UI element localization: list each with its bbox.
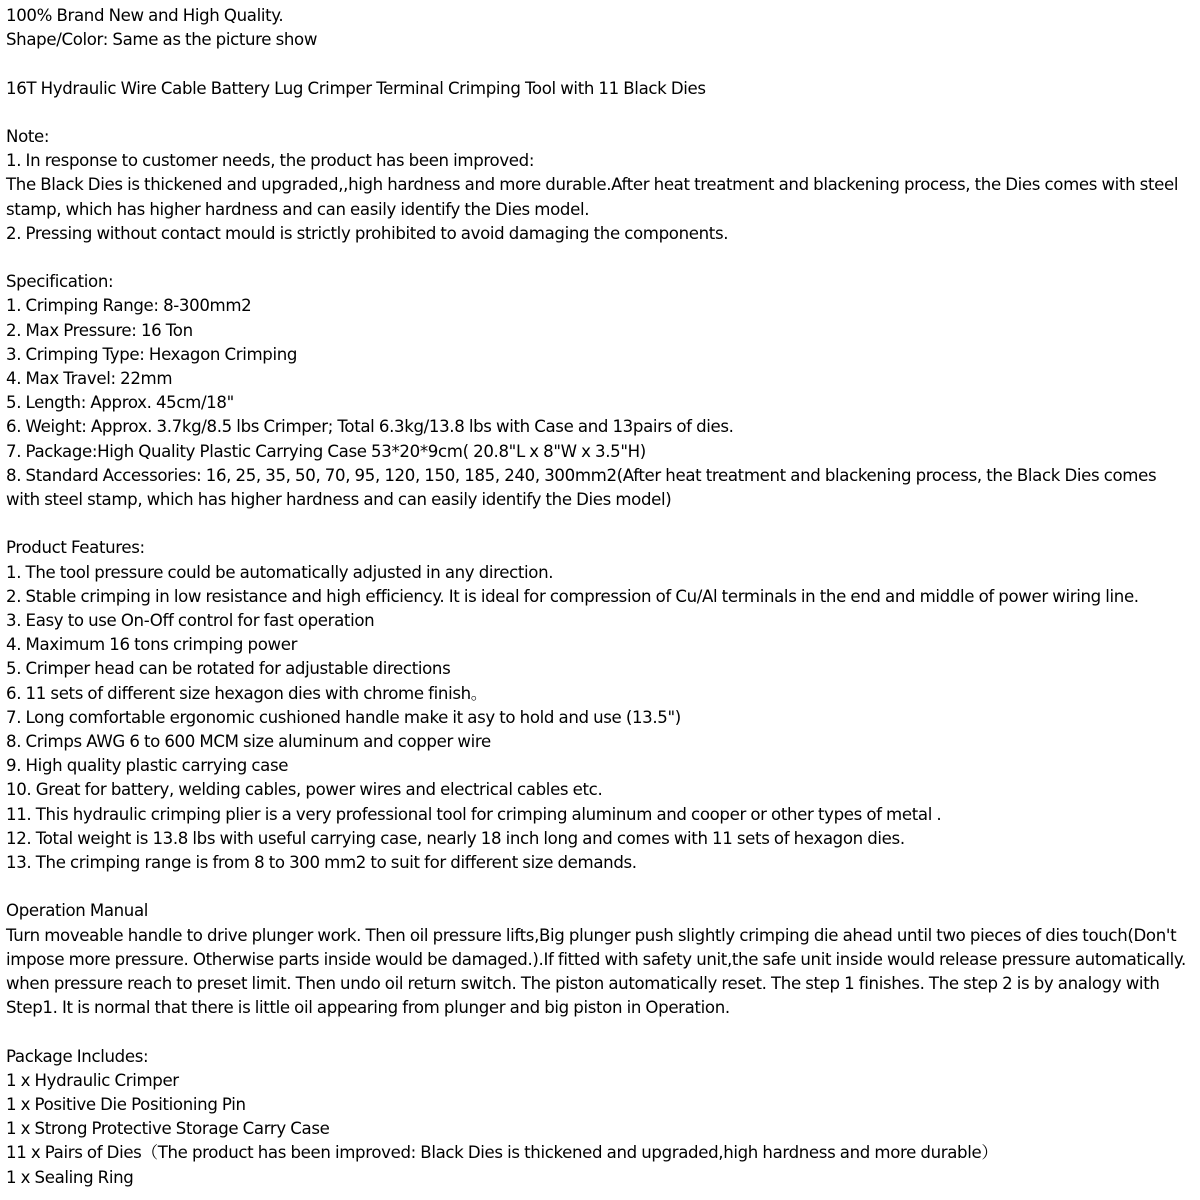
intro-line-quality: 100% Brand New and High Quality. [6,6,284,25]
package-item: 1 x Strong Protective Storage Carry Case [6,1119,330,1139]
feature-item: 6. 11 sets of different size hexagon dies with chrome finish。 [6,683,488,703]
note-item: 1. In response to customer needs, the product has been improved: [6,151,535,171]
feature-item: 8. Crimps AWG 6 to 600 MCM size aluminum and copper wire [6,732,491,752]
package-item: 11 x Pairs of Dies（The product has been improved: Black Dies is thickened and upgraded,high hardness and more durable） [6,1143,998,1163]
spec-item: 3. Crimping Type: Hexagon Crimping [6,344,298,364]
feature-item: 1. The tool pressure could be automatically adjusted in any direction. [6,562,554,582]
package-heading: Package Includes: [6,1046,149,1066]
feature-item: 4. Maximum 16 tons crimping power [6,635,298,655]
feature-item: 10. Great for battery, welding cables, power wires and electrical cables etc. [6,780,603,800]
spec-item: 7. Package:High Quality Plastic Carrying Case 53*20*9cm( 20.8"L x 8"W x 3.5"H) [6,441,646,461]
note-item: 2. Pressing without contact mould is strictly prohibited to avoid damaging the components. [6,223,729,243]
note-item: The Black Dies is thickened and upgraded,,high hardness and more durable.After heat treatment and blackening process, the Dies comes with steel stamp, which has higher hardness and can easily identify the Dies model. [6,175,1179,219]
spec-item: 4. Max Travel: 22mm [6,369,173,388]
spacer [6,246,1194,270]
spacer [6,52,1194,76]
feature-item: 11. This hydraulic crimping plier is a very professional tool for crimping aluminum and cooper or other types of metal . [6,804,942,824]
spacer [6,1020,1194,1044]
spec-item: 5. Length: Approx. 45cm/18" [6,393,234,413]
specification-heading: Specification: [6,272,114,292]
spacer [6,101,1194,125]
spacer [6,875,1194,899]
note-heading: Note: [6,126,50,146]
feature-item: 9. High quality plastic carrying case [6,756,289,776]
operation-body: Turn moveable handle to drive plunger work. Then oil pressure lifts,Big plunger push slightly crimping die ahead until two pieces of dies touch(Don't impose more pressure. Otherwise parts inside would be damaged.).If fitted with safety unit,the safe unit inside would release pressure automatically. when pressure reach to preset limit. Then undo oil return switch. The piston automatically reset. The step 1 finishes. The step 2 is by analogy with Step1. It is normal that there is little oil appearing from plunger and big piston in Operation. [6,925,1186,1018]
intro-line-shape-color: Shape/Color: Same as the picture show [6,30,318,50]
package-item: 1 x Hydraulic Crimper [6,1070,179,1090]
feature-item: 2. Stable crimping in low resistance and high efficiency. It is ideal for compression of Cu/Al terminals in the end and middle of power wiring line. [6,586,1139,606]
package-item: 1 x Positive Die Positioning Pin [6,1095,246,1115]
feature-item: 13. The crimping range is from 8 to 300 mm2 to suit for different size demands. [6,853,637,873]
product-title: 16T Hydraulic Wire Cable Battery Lug Crimper Terminal Crimping Tool with 11 Black Dies [6,78,706,98]
spec-item: 1. Crimping Range: 8-300mm2 [6,296,252,316]
feature-item: 3. Easy to use On-Off control for fast operation [6,611,375,631]
spec-item: 8. Standard Accessories: 16, 25, 35, 50, 70, 95, 120, 150, 185, 240, 300mm2(After heat treatment and blackening process, the Black Dies comes with steel stamp, which has higher hardness and can easily identify the Dies model) [6,465,1157,510]
features-heading: Product Features: [6,538,145,558]
operation-heading: Operation Manual [6,901,149,921]
feature-item: 12. Total weight is 13.8 lbs with useful carrying case, nearly 18 inch long and comes with 11 sets of hexagon dies. [6,828,905,848]
feature-item: 5. Crimper head can be rotated for adjustable directions [6,659,451,679]
spec-item: 6. Weight: Approx. 3.7kg/8.5 lbs Crimper; Total 6.3kg/13.8 lbs with Case and 13pairs of dies. [6,417,734,437]
feature-item: 7. Long comfortable ergonomic cushioned handle make it asy to hold and use (13.5") [6,707,681,727]
package-item: 1 x Sealing Ring [6,1167,134,1187]
spec-item: 2. Max Pressure: 16 Ton [6,320,193,340]
spacer [6,512,1194,536]
